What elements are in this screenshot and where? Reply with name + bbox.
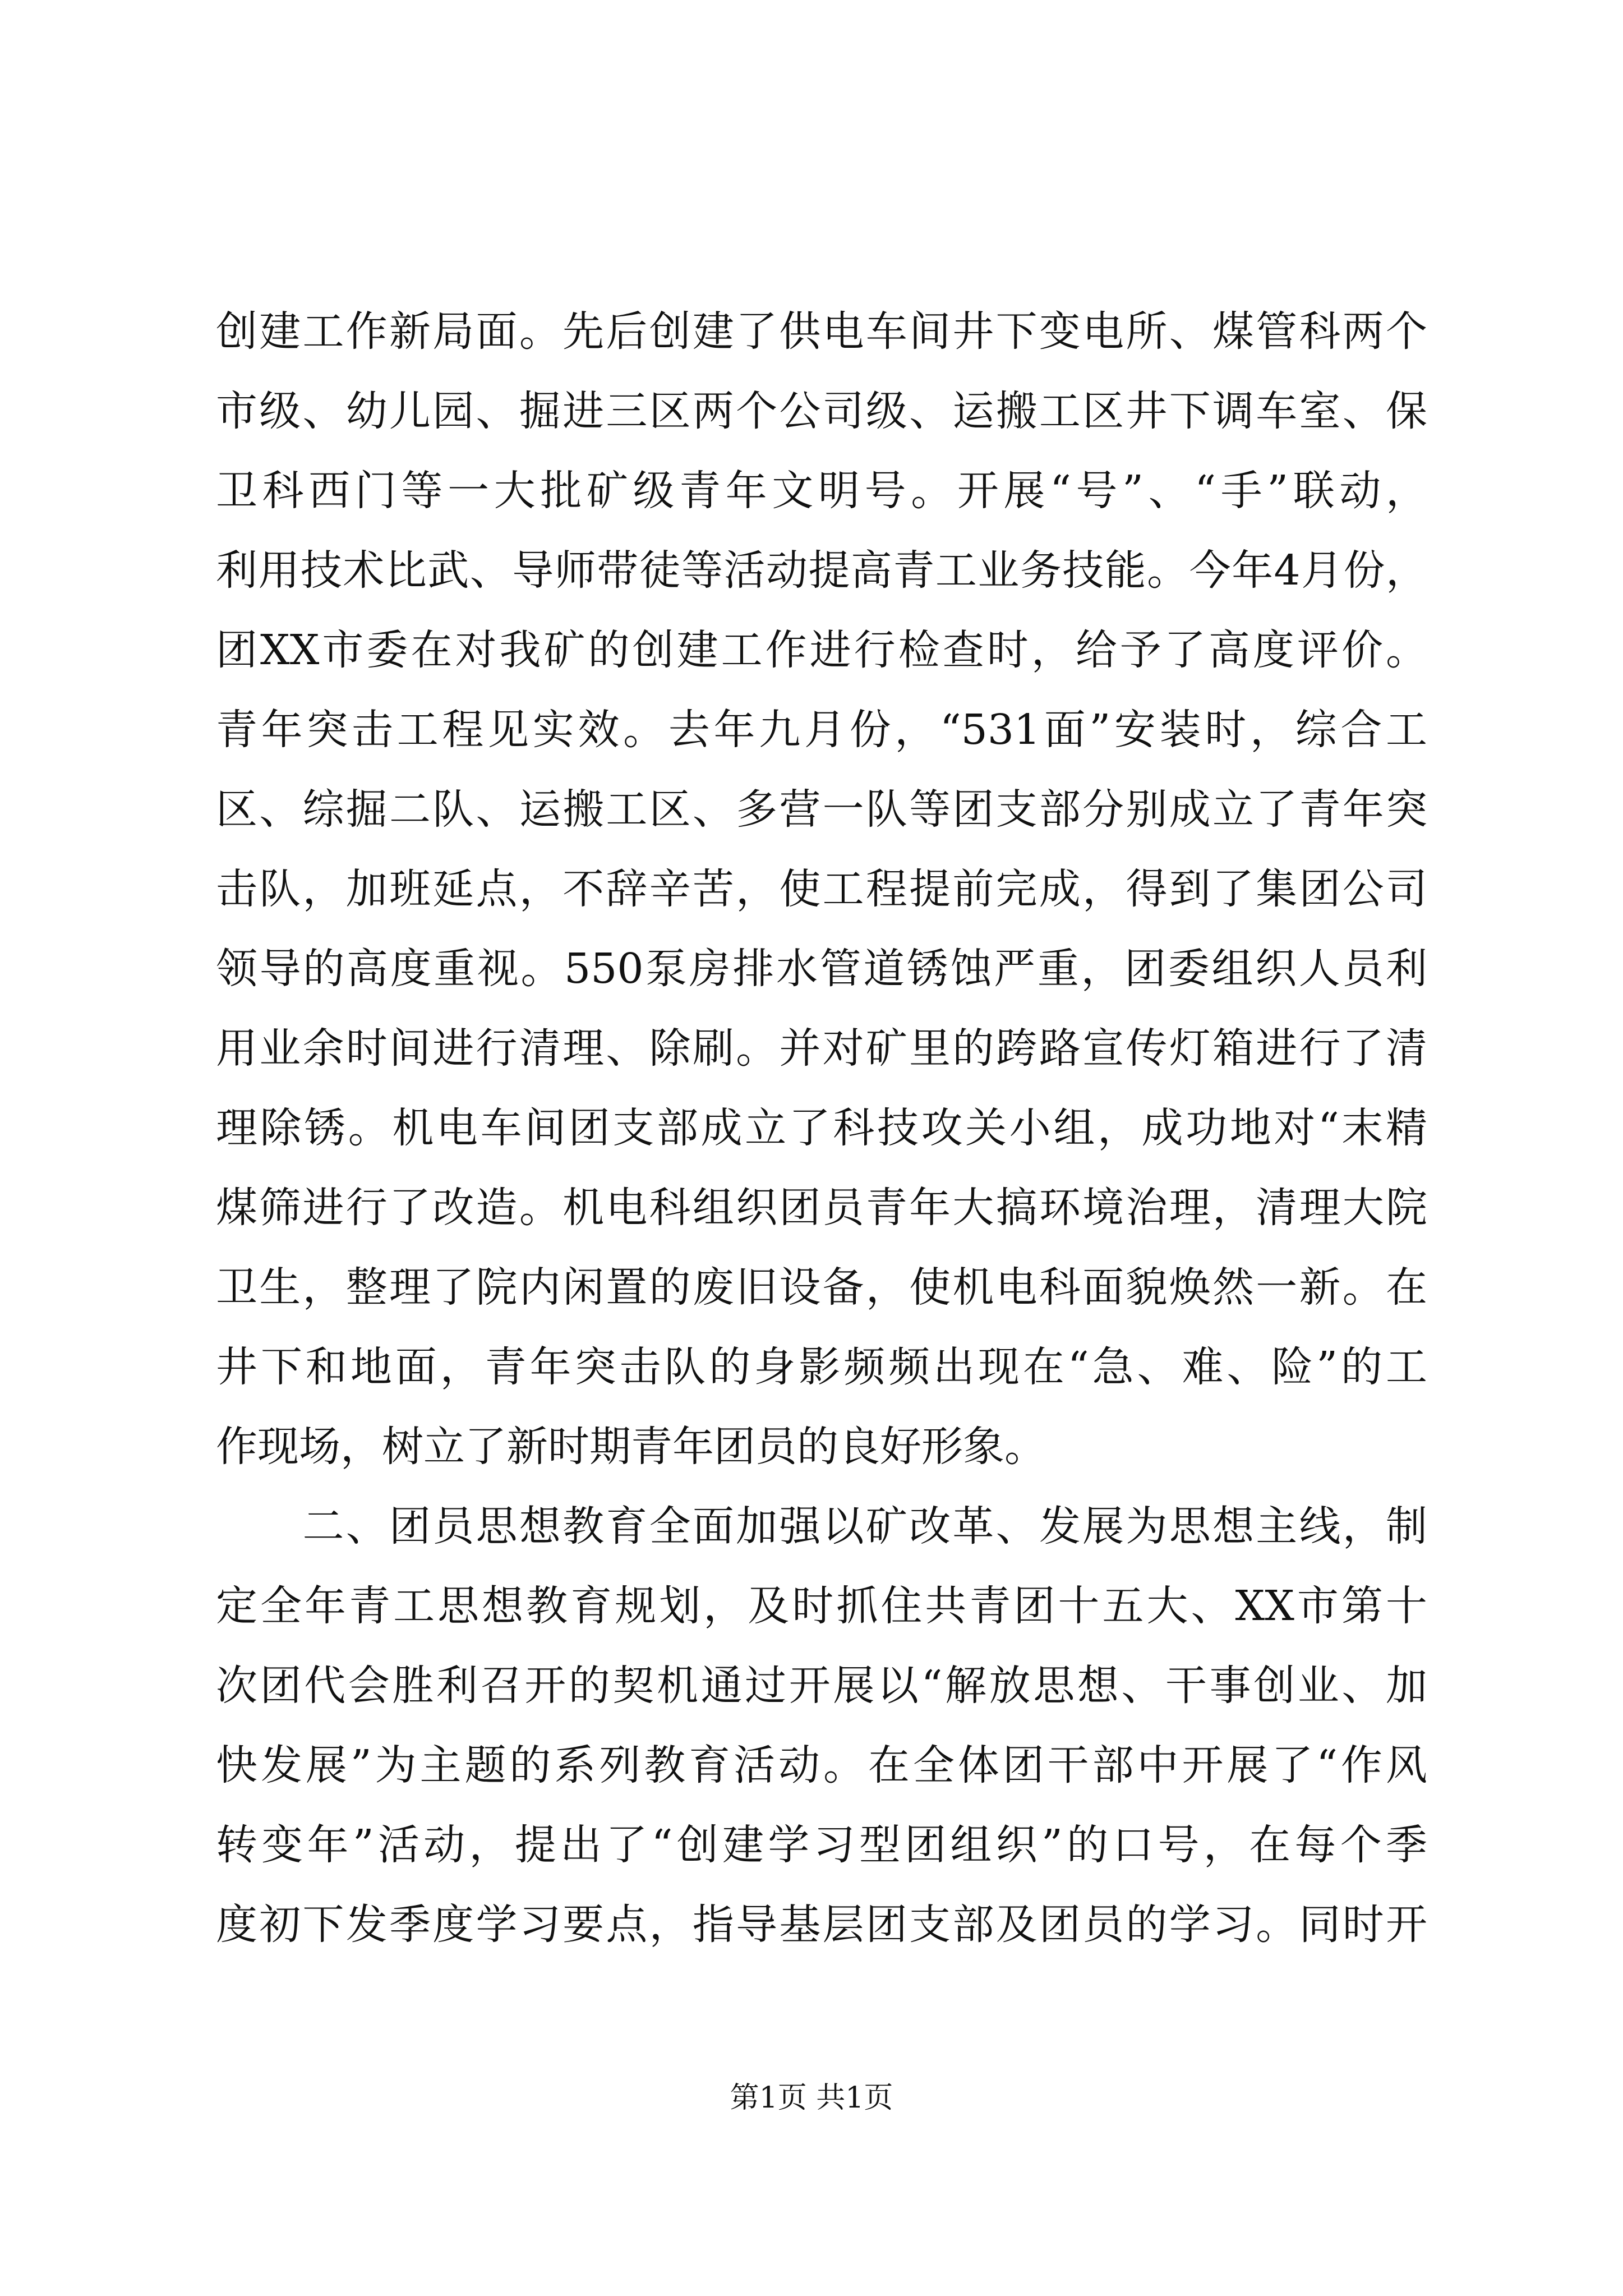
text-line: 团XX市委在对我矿的创建工作进行检查时，给予了高度评价。 [216, 626, 1427, 674]
text-line: 用业余时间进行清理、除刷。并对矿里的跨路宣传灯箱进行了清 [216, 1024, 1427, 1073]
text-line: 定全年青工思想教育规划，及时抓住共青团十五大、XX市第十 [216, 1582, 1427, 1630]
text-line: 区、综掘二队、运搬工区、多营一队等团支部分别成立了青年突 [216, 785, 1427, 834]
text-line: 利用技术比武、导师带徒等活动提高青工业务技能。今年4月份， [216, 546, 1427, 595]
paragraph-start-line: 二、团员思想教育全面加强以矿改革、发展为思想主线，制 [216, 1502, 1427, 1550]
text-line: 创建工作新局面。先后创建了供电车间井下变电所、煤管科两个 [216, 307, 1427, 356]
text-line: 卫生，整理了院内闲置的废旧设备，使机电科面貌焕然一新。在 [216, 1263, 1427, 1312]
text-line: 井下和地面，青年突击队的身影频频出现在“急、难、险”的工 [216, 1343, 1427, 1391]
text-line: 领导的高度重视。550泵房排水管道锈蚀严重，团委组织人员利 [216, 945, 1427, 993]
text-line: 转变年”活动，提出了“创建学习型团组织”的口号，在每个季 [216, 1821, 1427, 1869]
text-line: 卫科西门等一大批矿级青年文明号。开展“号”、“手”联动， [216, 467, 1427, 515]
page-number: 第1页 共1页 [730, 2081, 893, 2115]
text-line: 青年突击工程见实效。去年九月份，“531面”安装时，综合工 [216, 706, 1427, 754]
text-line: 作现场，树立了新时期青年团员的良好形象。 [216, 1423, 1046, 1471]
document-body [216, 292, 1427, 1964]
page-footer [0, 2076, 1623, 2120]
text-line: 快发展”为主题的系列教育活动。在全体团干部中开展了“作风 [216, 1741, 1427, 1789]
text-line: 市级、幼儿园、掘进三区两个公司级、运搬工区井下调车室、保 [216, 387, 1427, 435]
text-line: 理除锈。机电车间团支部成立了科技攻关小组，成功地对“末精 [216, 1104, 1427, 1152]
text-line: 煤筛进行了改造。机电科组织团员青年大搞环境治理，清理大院 [216, 1184, 1427, 1232]
text-line: 度初下发季度学习要点，指导基层团支部及团员的学习。同时开 [216, 1901, 1427, 1949]
text-line: 次团代会胜利召开的契机通过开展以“解放思想、干事创业、加 [216, 1662, 1427, 1710]
text-line: 击队，加班延点，不辞辛苦，使工程提前完成，得到了集团公司 [216, 865, 1427, 913]
